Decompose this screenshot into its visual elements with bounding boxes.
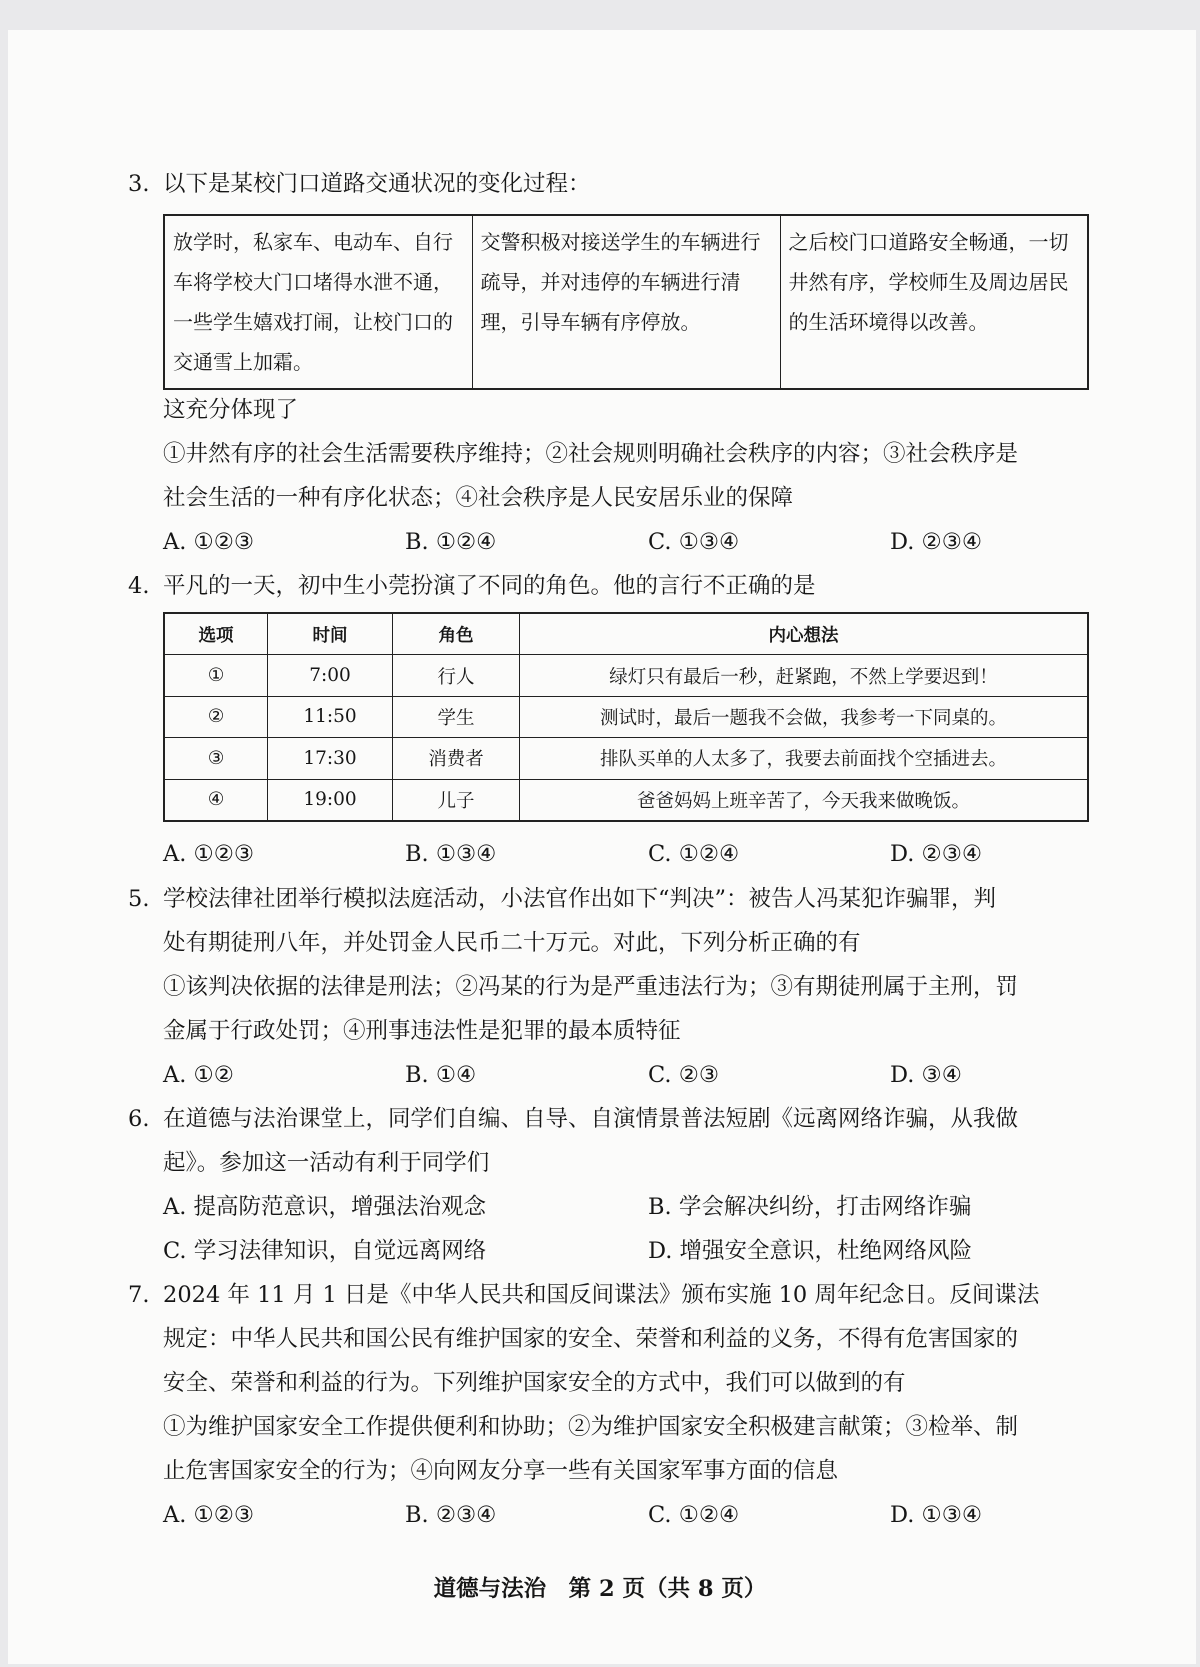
answer-options	[163, 1053, 1088, 1097]
question-stem: 学校法律社团举行模拟法庭活动，小法官作出如下“判决”：被告人冯某犯诈骗罪，判	[163, 886, 997, 912]
table-cell: 爸爸妈妈上班辛苦了，今天我来做晚饭。	[520, 779, 1089, 821]
statement-line: ①该判决依据的法律是刑法；②冯某的行为是严重违法行为；③有期徒刑属于主刑，罚	[163, 974, 1019, 1000]
statement-line: 止危害国家安全的行为；④向网友分享一些有关国家军事方面的信息	[163, 1458, 839, 1484]
table-cell: 排队买单的人太多了，我要去前面找个空插进去。	[520, 738, 1089, 779]
table-cell: 11:50	[268, 696, 393, 737]
table-row	[164, 779, 1088, 821]
option-a: A. ①②③	[163, 841, 255, 867]
option-d: D. ②③④	[890, 841, 983, 867]
question-5	[128, 877, 1088, 1097]
statement-line: 社会生活的一种有序化状态；④社会秩序是人民安居乐业的保障	[163, 485, 794, 511]
question-7	[128, 1273, 1088, 1537]
question-number: 3.	[128, 171, 150, 197]
table-row	[164, 655, 1088, 696]
option-c: C. ①③④	[648, 529, 740, 555]
option-a: A. ①②	[163, 1062, 234, 1088]
table-cell: 之后校门口道路安全畅通，一切井然有序，学校师生及周边居民的生活环境得以改善。	[780, 215, 1088, 389]
question-6	[128, 1097, 1088, 1273]
option-c: C. 学习法律知识，自觉远离网络	[163, 1238, 487, 1264]
question-stem: 2024 年 11 月 1 日是《中华人民共和国反间谍法》颁布实施 10 周年纪念日。反间谍法	[163, 1282, 1040, 1308]
page-footer: 道德与法治 第 2 页（共 8 页）	[433, 1576, 767, 1602]
table-cell: 消费者	[393, 738, 520, 779]
table-cell: ②	[164, 696, 268, 737]
option-d: D. ②③④	[890, 529, 983, 555]
answer-options	[163, 1185, 1088, 1273]
question-4-options	[128, 832, 1088, 876]
traffic-table	[163, 214, 1089, 390]
table-cell: 17:30	[268, 738, 393, 779]
option-c: C. ①②④	[648, 1502, 740, 1528]
table-row	[164, 696, 1088, 737]
answer-options	[163, 832, 1088, 876]
option-b: B. ②③④	[405, 1502, 497, 1528]
table-cell: 19:00	[268, 779, 393, 821]
question-stem: 在道德与法治课堂上，同学们自编、自导、自演情景普法短剧《远离网络诈骗，从我做	[163, 1106, 1019, 1132]
table-cell: ④	[164, 779, 268, 821]
table-header: 选项	[164, 613, 268, 655]
option-a: A. ①②③	[163, 529, 255, 555]
question-stem: 起》。参加这一活动有利于同学们	[163, 1150, 490, 1176]
table-cell: 7:00	[268, 655, 393, 696]
option-d: D. ③④	[890, 1062, 962, 1088]
question-stem: 以下是某校门口道路交通状况的变化过程：	[163, 171, 591, 197]
option-b: B. ①③④	[405, 841, 497, 867]
statement-line: ①井然有序的社会生活需要秩序维持；②社会规则明确社会秩序的内容；③社会秩序是	[163, 441, 1019, 467]
question-stem: 安全、荣誉和利益的行为。下列维护国家安全的方式中，我们可以做到的有	[163, 1370, 906, 1396]
lead-text: 这充分体现了	[163, 397, 299, 423]
statement-line: 金属于行政处罚；④刑事违法性是犯罪的最本质特征	[163, 1018, 681, 1044]
table-header: 角色	[393, 613, 520, 655]
table-header: 内心想法	[520, 613, 1089, 655]
statement-line: ①为维护国家安全工作提供便利和协助；②为维护国家安全积极建言献策；③检举、制	[163, 1414, 1019, 1440]
table-header: 时间	[268, 613, 393, 655]
table-cell: ①	[164, 655, 268, 696]
option-b: B. ①②④	[405, 529, 497, 555]
answer-options	[163, 1493, 1088, 1537]
question-number: 4.	[128, 573, 150, 599]
option-b: B. ①④	[405, 1062, 477, 1088]
option-a: A. ①②③	[163, 1502, 255, 1528]
question-3	[128, 162, 1088, 206]
question-stem: 处有期徒刑八年，并处罚金人民币二十万元。对此，下列分析正确的有	[163, 930, 861, 956]
option-d: D. 增强安全意识，杜绝网络风险	[648, 1238, 973, 1264]
question-stem: 规定：中华人民共和国公民有维护国家的安全、荣誉和利益的义务，不得有危害国家的	[163, 1326, 1019, 1352]
table-cell: 儿子	[393, 779, 520, 821]
question-number: 5.	[128, 886, 150, 912]
table-cell: 行人	[393, 655, 520, 696]
table-cell: ③	[164, 738, 268, 779]
question-4	[128, 564, 1088, 608]
option-a: A. 提高防范意识，增强法治观念	[163, 1194, 487, 1220]
question-number: 7.	[128, 1282, 150, 1308]
table-cell: 交警积极对接送学生的车辆进行疏导，并对违停的车辆进行清理，引导车辆有序停放。	[472, 215, 780, 389]
option-c: C. ②③	[648, 1062, 720, 1088]
table-row	[164, 738, 1088, 779]
table-cell: 测试时，最后一题我不会做，我参考一下同桌的。	[520, 696, 1089, 737]
table-cell: 绿灯只有最后一秒，赶紧跑，不然上学要迟到！	[520, 655, 1089, 696]
answer-options	[163, 520, 1088, 564]
roles-table	[163, 612, 1089, 822]
question-number: 6.	[128, 1106, 150, 1132]
option-b: B. 学会解决纠纷，打击网络诈骗	[648, 1194, 972, 1220]
option-d: D. ①③④	[890, 1502, 983, 1528]
table-cell: 放学时，私家车、电动车、自行车将学校大门口堵得水泄不通，一些学生嬉戏打闹，让校门口的交通雪上加霜。	[164, 215, 472, 389]
option-c: C. ①②④	[648, 841, 740, 867]
question-stem: 平凡的一天，初中生小莞扮演了不同的角色。他的言行不正确的是	[163, 573, 816, 599]
table-cell: 学生	[393, 696, 520, 737]
question-3-body	[128, 388, 1088, 564]
